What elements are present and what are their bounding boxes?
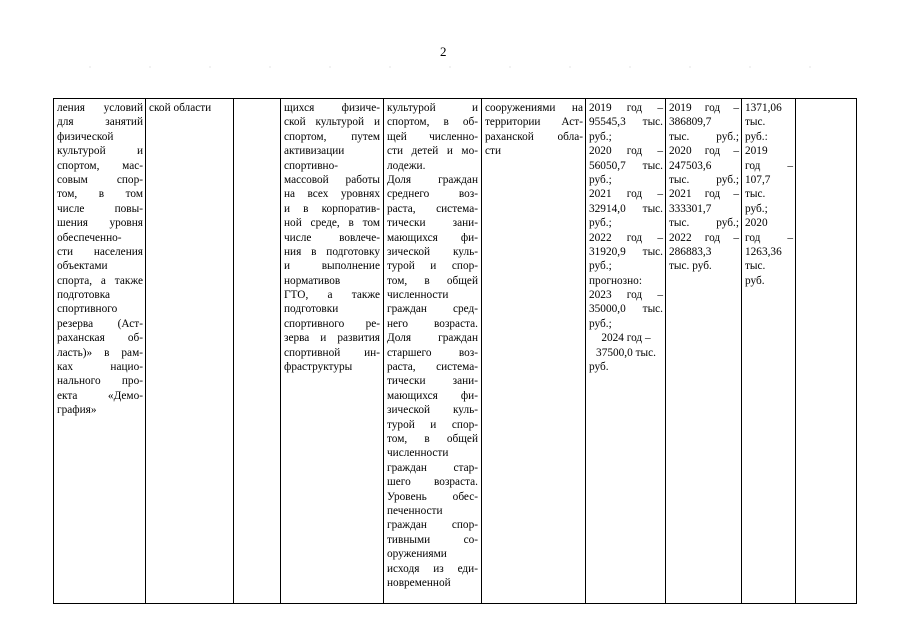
cell-line: 56050,7 тыс.: [589, 159, 663, 172]
cell-line: 1263,36: [745, 245, 782, 258]
cell-line: том, в общей: [387, 274, 478, 287]
cell-line: физической: [57, 130, 114, 143]
cell-line: среднего воз-: [387, 188, 478, 201]
cell-line: спорта, а также: [57, 274, 143, 287]
cell-line: сооружениями на: [485, 102, 583, 114]
cell-line: щей численно-: [387, 130, 478, 143]
cell-line: раста, система-: [387, 202, 478, 215]
cell-line: фраструктуры: [284, 361, 353, 374]
cell-line: него возраста.: [387, 317, 478, 330]
cell-line: 386809,7: [669, 116, 712, 129]
cell-line: тыс. руб.: [669, 260, 712, 273]
cell-line: 1371,06: [745, 102, 782, 114]
cell-line: тыс. руб.;: [669, 173, 739, 186]
cell-line: спортом, путем: [284, 130, 380, 143]
cell-line: ния в подготовку: [284, 245, 380, 258]
page-number: 2: [440, 44, 447, 59]
cell-funding-plan: [589, 101, 663, 374]
cell-line: тыс. руб.;: [669, 130, 739, 143]
cell-result: [485, 101, 583, 159]
cell-line: руб.;: [589, 317, 612, 330]
cell-line: шения уровня: [57, 217, 143, 230]
data-table: [53, 98, 857, 604]
cell-line: культурой и: [387, 102, 478, 114]
cell-line: екта «Демо-: [57, 389, 143, 402]
cell-line: 2022 год –: [669, 231, 739, 244]
cell-line: мающихся фи-: [387, 389, 478, 402]
cell-tasks: [284, 101, 380, 374]
cell-line: год –: [745, 231, 793, 244]
cell-line: спортивно-: [284, 159, 338, 172]
cell-line: руб.;: [589, 173, 612, 186]
cell-line: для занятий: [57, 116, 143, 129]
cell-line: оружениями: [387, 548, 447, 561]
cell-line: граждан стар-: [387, 461, 478, 474]
cell-line: спортивной ин-: [284, 346, 380, 359]
cell-line: руб.;: [745, 202, 768, 215]
cell-executor: [149, 101, 231, 115]
cell-line: мающихся фи-: [387, 231, 478, 244]
cell-line: подготовки: [284, 303, 339, 316]
cell-line: спортивного: [57, 303, 118, 316]
cell-line: печенности: [387, 504, 443, 517]
cell-line: руб.;: [589, 130, 612, 143]
cell-line: зической куль-: [387, 245, 478, 258]
cell-line: щихся физиче-: [284, 102, 380, 114]
cell-line: числе вовлече-: [284, 231, 380, 244]
cell-line: новременной: [387, 576, 451, 589]
cell-funding-actual: [669, 101, 739, 274]
cell-line: сти детей и мо-: [387, 145, 478, 158]
cell-line: массовой работы: [284, 173, 380, 186]
cell-indicators: [387, 101, 478, 590]
cell-line: раханской обла-: [485, 130, 583, 143]
cell-line: тически зани-: [387, 375, 478, 388]
cell-line: 35000,0 тыс.: [589, 303, 663, 316]
cell-line: 2021 год –: [589, 188, 663, 201]
cell-line: граждан сред-: [387, 303, 478, 316]
cell-line: тыс. руб.;: [669, 217, 739, 230]
cell-line: 2019 год –: [669, 102, 739, 114]
cell-line: руб.:: [745, 130, 768, 143]
cell-line: том, в том: [57, 188, 143, 201]
cell-line: 95545,3 тыс.: [589, 116, 663, 129]
cell-line: совым спор-: [57, 173, 143, 186]
scan-noise-line: [60, 66, 860, 68]
cell-line: и выполнение: [284, 260, 380, 273]
cell-line: спортом, в об-: [387, 116, 478, 129]
cell-line: руб.;: [589, 260, 612, 273]
cell-line: зерва и развития: [284, 332, 380, 345]
cell-event-name: [57, 101, 143, 418]
cell-line: тически зани-: [387, 217, 478, 230]
cell-line: числе повы-: [57, 202, 143, 215]
cell-line: тыс.: [745, 188, 766, 201]
cell-line: объектами: [57, 260, 108, 273]
cell-line: тыс.: [745, 116, 766, 129]
cell-line: ления условий: [57, 102, 143, 114]
cell-line: 2020 год –: [669, 145, 739, 158]
cell-line: том, в общей: [387, 432, 478, 445]
column-result: [482, 99, 586, 603]
cell-line: тивными со-: [387, 533, 478, 546]
cell-line: Доля граждан: [387, 332, 478, 345]
cell-line: лодежи.: [387, 159, 426, 172]
cell-line: 2019 год –: [589, 102, 663, 114]
cell-line: граждан спор-: [387, 519, 478, 532]
cell-line: резерва (Аст-: [57, 317, 143, 330]
cell-line: тыс.: [745, 260, 766, 273]
cell-line: 2022 год –: [589, 231, 663, 244]
cell-line: раханская об-: [57, 332, 143, 345]
cell-line: 2020: [745, 217, 768, 230]
cell-line: и в корпоратив-: [284, 202, 380, 215]
cell-line: 247503,6: [669, 159, 712, 172]
cell-line: ласть)» в рам-: [57, 346, 143, 359]
cell-line: территории Аст-: [485, 116, 583, 129]
cell-line: обеспеченно-: [57, 231, 122, 244]
cell-line: старшего воз-: [387, 346, 478, 359]
cell-line: 32914,0 тыс.: [589, 202, 663, 215]
cell-line: 2024 год –: [601, 332, 651, 345]
cell-line: графия»: [57, 404, 97, 417]
cell-line: на всех уровнях: [284, 188, 380, 201]
cell-funding-other: [745, 101, 793, 288]
cell-line: 31920,9 тыс.: [589, 245, 663, 258]
cell-line: культурой и: [57, 145, 143, 158]
cell-line: руб.: [745, 274, 765, 287]
cell-line: руб.: [589, 361, 609, 374]
cell-line: зической куль-: [387, 404, 478, 417]
cell-line: руб.;: [589, 217, 612, 230]
cell-line: Уровень обес-: [387, 490, 478, 503]
cell-line: 2021 год –: [669, 188, 739, 201]
cell-line: 286883,3: [669, 245, 712, 258]
cell-line: 333301,7: [669, 202, 712, 215]
cell-line: турой и спор-: [387, 418, 478, 431]
cell-line: 2019: [745, 145, 768, 158]
cell-line: численности: [387, 289, 449, 302]
cell-line: ГТО, а также: [284, 289, 380, 302]
cell-line: ках нацио-: [57, 361, 143, 374]
cell-line: Доля граждан: [387, 173, 478, 186]
cell-line: 2020 год –: [589, 145, 663, 158]
cell-line: ской культурой и: [284, 116, 380, 129]
cell-line: нального про-: [57, 375, 143, 388]
cell-line: активизации: [284, 145, 345, 158]
cell-line: сти населения: [57, 245, 143, 258]
cell-line: численности: [387, 447, 449, 460]
cell-line: подготовка: [57, 289, 111, 302]
cell-line: спортом, мас-: [57, 159, 143, 172]
cell-line: шего возраста.: [387, 476, 478, 489]
cell-line: ной среде, в том: [284, 217, 380, 230]
column-empty-1: [234, 99, 281, 603]
cell-line: сти: [485, 145, 501, 158]
cell-line: исходя из еди-: [387, 562, 478, 575]
cell-line: 2023 год –: [589, 289, 663, 302]
column-executor: [146, 99, 234, 603]
cell-line: прогнозно:: [589, 274, 642, 287]
cell-line: 37500,0 тыс.: [596, 346, 656, 359]
cell-line: нормативов: [284, 274, 341, 287]
cell-line: турой и спор-: [387, 260, 478, 273]
cell-line: спортивного ре-: [284, 317, 380, 330]
cell-line: раста, система-: [387, 361, 478, 374]
cell-line: год –: [745, 159, 793, 172]
cell-line: ской области: [149, 102, 212, 114]
cell-line: 107,7: [745, 173, 771, 186]
